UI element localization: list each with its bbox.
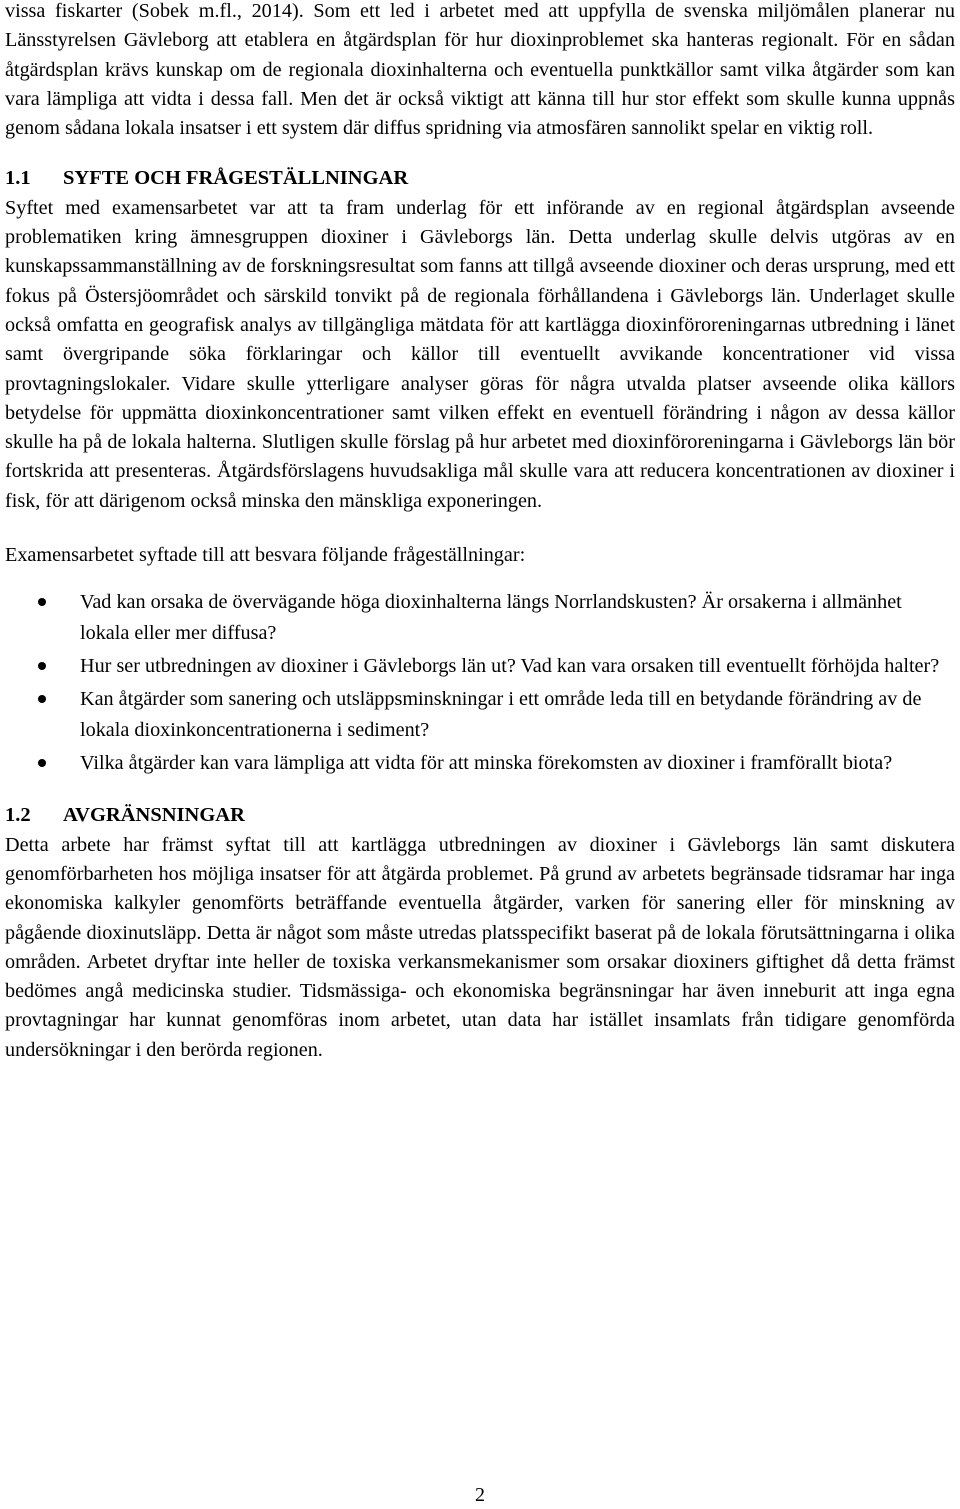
- section-title: AVGRÄNSNINGAR: [63, 804, 245, 827]
- list-item-text: Vilka åtgärder kan vara lämpliga att vidta för att minska förekomsten av dioxiner i framförallt biota?: [80, 752, 893, 775]
- bullet-icon: [38, 662, 46, 670]
- avgransningar-paragraph: Detta arbete har främst syftat till att kartlägga utbredningen av dioxiner i Gävleborgs län samt diskutera genomförbarheten hos möjliga insatser för att åtgärda problemet. På grund av arbetets begränsade tidsramar har inga ekonomiska kalkyler genomförts beträffande eventuella åtgärder, varken för sanering eller för minskning av pågående dioxinutsläpp. Detta är något som måste utredas platsspecifikt baserat på de lokala förutsättningarna i olika områden. Arbetet dryftar inte heller de toxiska verkansmekanismer som orsakar dioxiners giftighet då detta främst bedömes angå medicinska studier. Tidsmässiga- och ekonomiska begränsningar har även inneburit att inga egna provtagningar har kunnat genomföras inom arbetet, utan data har istället insamlats från tidigare genomförda undersökningar i den berörda regionen.: [5, 833, 955, 1061]
- section-heading-syfte: [5, 164, 955, 193]
- list-item-text: Hur ser utbredningen av dioxiner i Gävleborgs län ut? Vad kan vara orsaken till eventuellt förhöjda halter?: [80, 655, 940, 678]
- section-number: 1.1: [5, 167, 31, 190]
- list-item: [5, 651, 955, 682]
- bullet-icon: [38, 759, 46, 767]
- questions-list: [5, 587, 955, 779]
- page-number: 2: [475, 1484, 485, 1506]
- list-item: [5, 684, 955, 746]
- section-heading-avgransningar: [5, 801, 955, 830]
- syfte-paragraph: Syftet med examensarbetet var att ta fram underlag för ett införande av en regional åtgärdsplan avseende problematiken kring ämnesgruppen dioxiner i Gävleborgs län. Detta underlag skulle delvis utgöras av en kunskapssammanställning av de forskningsresultat som fanns att tillgå avseende dioxiner och deras ursprung, med ett fokus på Östersjöområdet och särskild tonvikt på de regionala förhållandena i Gävleborgs län. Underlaget skulle också omfatta en geografisk analys av tillgängliga mätdata för att kartlägga dioxinföroreningarnas utbredning i länet samt övergripande söka förklaringar och källor till eventuellt avvikande koncentrationer vid vissa provtagningslokaler. Vidare skulle ytterligare analyser göras för några utvalda platser avseende olika källors betydelse för uppmätta dioxinkoncentrationer samt vilken effekt en eventuell förändring i någon av dessa källor skulle ha på de lokala halterna. Slutligen skulle förslag på hur arbetet med dioxinföroreningarna i Gävleborgs län bör fortskrida att presenteras. Åtgärdsförslagens huvudsakliga mål skulle vara att reducera koncentrationen av dioxiner i fisk, för att därigenom också minska den mänskliga exponeringen.: [5, 196, 955, 512]
- list-item: [5, 587, 955, 649]
- bullet-icon: [38, 598, 46, 606]
- bullet-icon: [38, 695, 46, 703]
- intro-paragraph: vissa fiskarter (Sobek m.fl., 2014). Som ett led i arbetet med att uppfylla de svenska miljömålen planerar nu Länsstyrelsen Gävleborg att etablera en åtgärdsplan för hur dioxinproblemet ska hanteras regionalt. För en sådan åtgärdsplan krävs kunskap om de regionala dioxinhalterna och eventuella punktkällor samt vilka åtgärder som kan vara lämpliga att vidta i dessa fall. Men det är också viktigt att känna till hur stor effekt som skulle kunna uppnås genom sådana lokala insatser i ett system där diffus spridning via atmosfären sannolikt spelar en viktig roll.: [5, 0, 955, 140]
- questions-intro: Examensarbetet syftade till att besvara följande frågeställningar:: [5, 544, 526, 567]
- section-title: SYFTE OCH FRÅGESTÄLLNINGAR: [63, 167, 409, 190]
- list-item: [5, 748, 955, 779]
- list-item-text: Vad kan orsaka de övervägande höga dioxinhalterna längs Norrlandskusten? Är orsakerna i allmänhet lokala eller mer diffusa?: [80, 591, 902, 645]
- list-item-text: Kan åtgärder som sanering och utsläppsminskningar i ett område leda till en betydande förändring av de lokala dioxinkoncentrationerna i sediment?: [80, 688, 922, 742]
- section-number: 1.2: [5, 804, 31, 827]
- document-page: [5, 0, 955, 1065]
